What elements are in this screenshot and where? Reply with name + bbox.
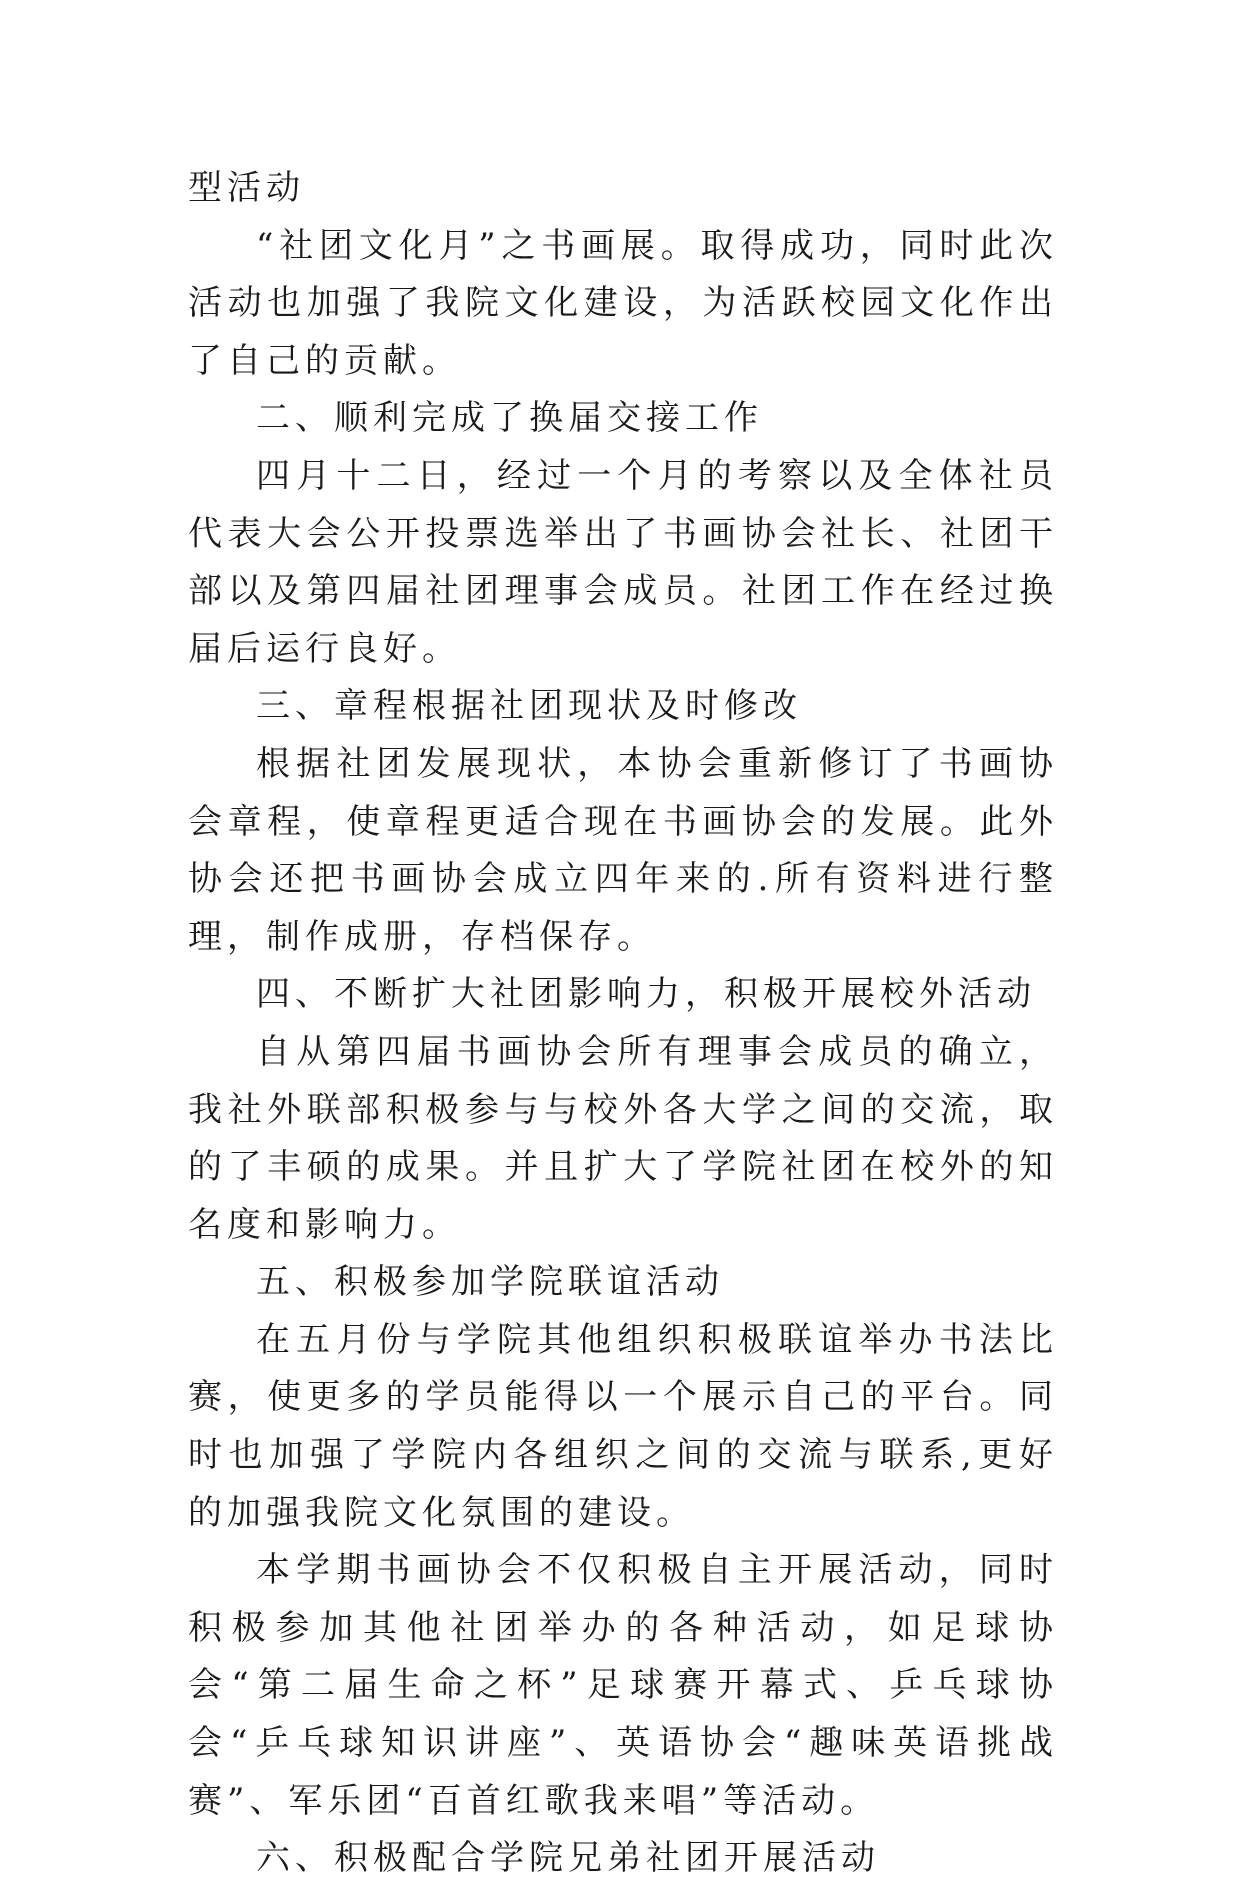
section-heading-6: 六、积极配合学院兄弟社团开展活动 — [256, 1838, 880, 1879]
section-heading-4: 四、不断扩大社团影响力，积极开展校外活动 — [256, 974, 1036, 1015]
paragraph-calligraphy-contest: 在五月份与学院其他组织积极联谊举办书法比赛，使更多的学员能得以一个展示自己的平台。同时也加强了学院内各组织之间的交流与联系,更好的加强我院文化氛围的建设。 — [188, 1319, 1058, 1533]
section-heading-2: 二、顺利完成了换届交接工作 — [256, 398, 763, 439]
paragraph-calligraphy-exhibition: “社团文化月”之书画展。取得成功，同时此次活动也加强了我院文化建设，为活跃校园文化作出了自己的贡献。 — [188, 225, 1058, 381]
paragraph-other-activities: 本学期书画协会不仅积极自主开展活动，同时积极参加其他社团举办的各种活动，如足球协会“第二届生命之杯”足球赛开幕式、乒乓球协会“乒乓球知识讲座”、英语协会“趣味英语挑战赛”、军乐团“百首红歌我来唱”等活动。 — [188, 1550, 1058, 1821]
paragraph-external-exchange: 自从第四届书画协会所有理事会成员的确立，我社外联部积极参与与校外各大学之间的交流，取的了丰硕的成果。并且扩大了学院社团在校外的知名度和影响力。 — [188, 1031, 1058, 1245]
paragraph-election: 四月十二日，经过一个月的考察以及全体社员代表大会公开投票选举出了书画协会社长、社团干部以及第四届社团理事会成员。社团工作在经过换届后运行良好。 — [188, 455, 1058, 669]
paragraph-continuation: 型活动 — [188, 168, 305, 208]
section-heading-3: 三、章程根据社团现状及时修改 — [256, 686, 802, 727]
section-heading-5: 五、积极参加学院联谊活动 — [256, 1262, 724, 1303]
paragraph-charter: 根据社团发展现状，本协会重新修订了书画协会章程，使章程更适合现在书画协会的发展。此外协会还把书画协会成立四年来的.所有资料进行整理，制作成册，存档保存。 — [188, 743, 1058, 957]
document-body — [188, 160, 1058, 1888]
